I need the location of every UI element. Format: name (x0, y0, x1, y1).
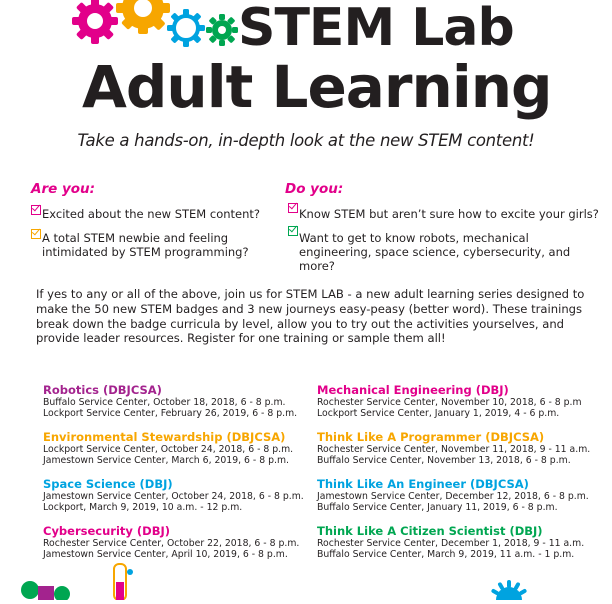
course-session: Jamestown Service Center, April 10, 2019, 6 - 8 p.m. (43, 549, 299, 560)
checkbox-icon (31, 205, 41, 215)
checkbox-icon (288, 203, 298, 213)
are-you-item: A total STEM newbie and feeling intimidated by STEM programming? (42, 231, 262, 259)
are-you-item: Excited about the new STEM content? (42, 207, 272, 221)
course-title: Mechanical Engineering (DBJ) (317, 383, 582, 397)
course-title: Environmental Stewardship (DBJCSA) (43, 430, 293, 444)
course-session: Jamestown Service Center, October 24, 2018, 6 - 8 p.m. (43, 491, 304, 502)
title-line-2: Adult Learning (82, 58, 552, 116)
do-you-item: Want to get to know robots, mechanical engineering, space science, cybersecurity, and more? (299, 231, 604, 273)
course-title: Space Science (DBJ) (43, 477, 304, 491)
orange-gear-icon (112, 0, 174, 42)
course-title: Think Like A Citizen Scientist (DBJ) (317, 524, 584, 538)
course-session: Lockport, March 9, 2019, 10 a.m. - 12 p.m. (43, 502, 304, 513)
course-title: Cybersecurity (DBJ) (43, 524, 299, 538)
do-you-item: Know STEM but aren’t sure how to excite your girls? (299, 207, 599, 221)
course-session: Rochester Service Center, November 10, 2018, 6 - 8 p.m (317, 397, 582, 408)
course-session: Lockport Service Center, February 26, 2019, 6 - 8 p.m. (43, 408, 297, 419)
course-session: Buffalo Service Center, March 9, 2019, 11 a.m. - 1 p.m. (317, 549, 584, 560)
do-you-heading: Do you: (285, 181, 343, 197)
tagline: Take a hands-on, in-depth look at the new STEM content! (0, 131, 612, 150)
course-block (317, 524, 584, 560)
course-session: Buffalo Service Center, October 18, 2018, 6 - 8 p.m. (43, 397, 297, 408)
blue-gear-icon (166, 8, 206, 52)
course-session: Rochester Service Center, December 1, 2018, 9 - 11 a.m. (317, 538, 584, 549)
title-line-1: STEM Lab (238, 2, 514, 54)
checkbox-icon (31, 229, 41, 239)
course-title: Think Like An Engineer (DBJCSA) (317, 477, 589, 491)
course-session: Rochester Service Center, October 22, 2018, 6 - 8 p.m. (43, 538, 299, 549)
green-gear-icon (206, 14, 238, 50)
course-session: Lockport Service Center, January 1, 2019, 4 - 6 p.m. (317, 408, 582, 419)
test-tube-icon (104, 562, 138, 604)
are-you-heading: Are you: (31, 181, 95, 197)
course-block (317, 430, 590, 466)
checkbox-icon (288, 226, 298, 236)
course-block (43, 524, 299, 560)
course-session: Buffalo Service Center, January 11, 2019, 6 - 8 p.m. (317, 502, 589, 513)
course-session: Jamestown Service Center, December 12, 2018, 6 - 8 p.m. (317, 491, 589, 502)
course-session: Buffalo Service Center, November 13, 2018, 6 - 8 p.m. (317, 455, 590, 466)
course-title: Robotics (DBJCSA) (43, 383, 297, 397)
course-session: Jamestown Service Center, March 6, 2019, 6 - 8 p.m. (43, 455, 293, 466)
course-session: Lockport Service Center, October 24, 2018, 6 - 8 p.m. (43, 444, 293, 455)
blue-burst-icon (486, 580, 532, 604)
course-session: Rochester Service Center, November 11, 2018, 9 - 11 a.m. (317, 444, 590, 455)
course-block (43, 477, 304, 513)
course-block (317, 477, 589, 513)
course-block (317, 383, 582, 419)
course-block (43, 383, 297, 419)
course-block (43, 430, 293, 466)
course-title: Think Like A Programmer (DBJCSA) (317, 430, 590, 444)
intro-paragraph: If yes to any or all of the above, join us for STEM LAB - a new adult learning series designed to make the 50 new STEM badges and 3 new journeys easy-peasy (better word). These trainings break down the badge curricula by level, allow you to try out the activities yourselves, and provide leader resources. Register for one training or sample them all! (36, 287, 596, 346)
